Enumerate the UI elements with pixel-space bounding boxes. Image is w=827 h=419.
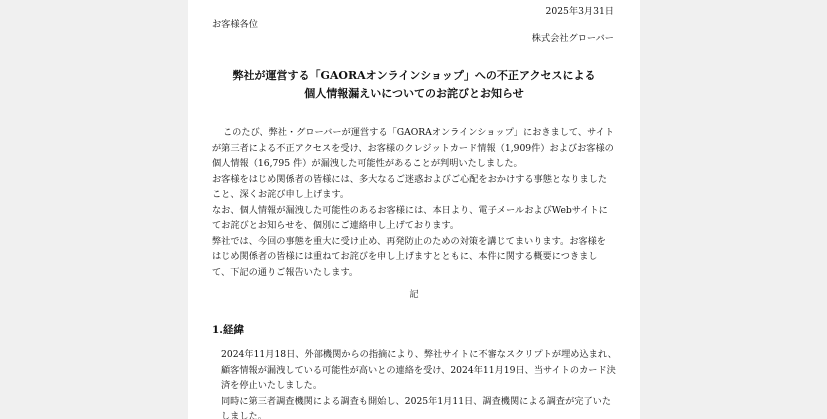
- body-line: て、下記の通りご報告いたします。: [212, 266, 359, 278]
- title-line-2: 個人情報漏えいについてのお詫びとお知らせ: [304, 87, 524, 100]
- ki-marker: 記: [409, 289, 419, 300]
- section-line: 済を停止いたしました。: [221, 380, 323, 391]
- document-page: [188, 0, 640, 419]
- body-line: てお詫びとお知らせを、個別にご連絡申し上げております。: [212, 220, 460, 231]
- body-line: なお、個人情報が漏洩した可能性のあるお客様には、本日より、電子メールおよびWebサイトに: [212, 204, 608, 216]
- section-line: しました。: [221, 411, 267, 419]
- company-name: 株式会社グローバー: [531, 33, 614, 44]
- body-line: はじめ関係者の皆様には重ねてお詫びを申し上げますとともに、本件に関する概要につきまし: [212, 251, 598, 262]
- section-line: 2024年11月18日、外部機関からの指摘により、弊社サイトに不審なスクリプトが埋め込まれ、: [221, 349, 617, 360]
- section-heading: 1.経緯: [212, 324, 244, 336]
- title-line-1: 弊社が運営する「GAORAオンラインショップ」への不正アクセスによる: [232, 69, 596, 82]
- notice-title: [188, 67, 640, 103]
- section-line: 同時に第三者調査機関による調査も開始し、2025年1月11日、調査機関による調査が完了いた: [221, 395, 612, 407]
- section-body: [221, 347, 625, 419]
- notice-body: [212, 125, 622, 280]
- body-line: このたび、弊社・グローバーが運営する「GAORAオンラインショップ」におきまして、サイト: [223, 127, 615, 138]
- body-line: お客様をはじめ関係者の皆様には、多大なるご迷惑およびご心配をおかけする事態となりました: [212, 173, 608, 185]
- notice-date: 2025年3月31日: [545, 6, 614, 17]
- body-line: こと、深くお詫び申し上げます。: [212, 189, 350, 200]
- recipient: お客様各位: [212, 19, 258, 30]
- body-line: が第三者による不正アクセスを受け、お客様のクレジットカード情報（1,909件）およびお客様の: [212, 142, 614, 154]
- body-line: 弊社では、今回の事態を重大に受け止め、再発防止のための対策を講じてまいります。お客様を: [212, 235, 606, 247]
- body-line: 個人情報（16,795 件）が漏洩した可能性があることが判明いたしました。: [212, 158, 523, 169]
- section-line: 顧客情報が漏洩している可能性が高いとの連絡を受け、2024年11月19日、当サイトのカード決: [221, 364, 616, 376]
